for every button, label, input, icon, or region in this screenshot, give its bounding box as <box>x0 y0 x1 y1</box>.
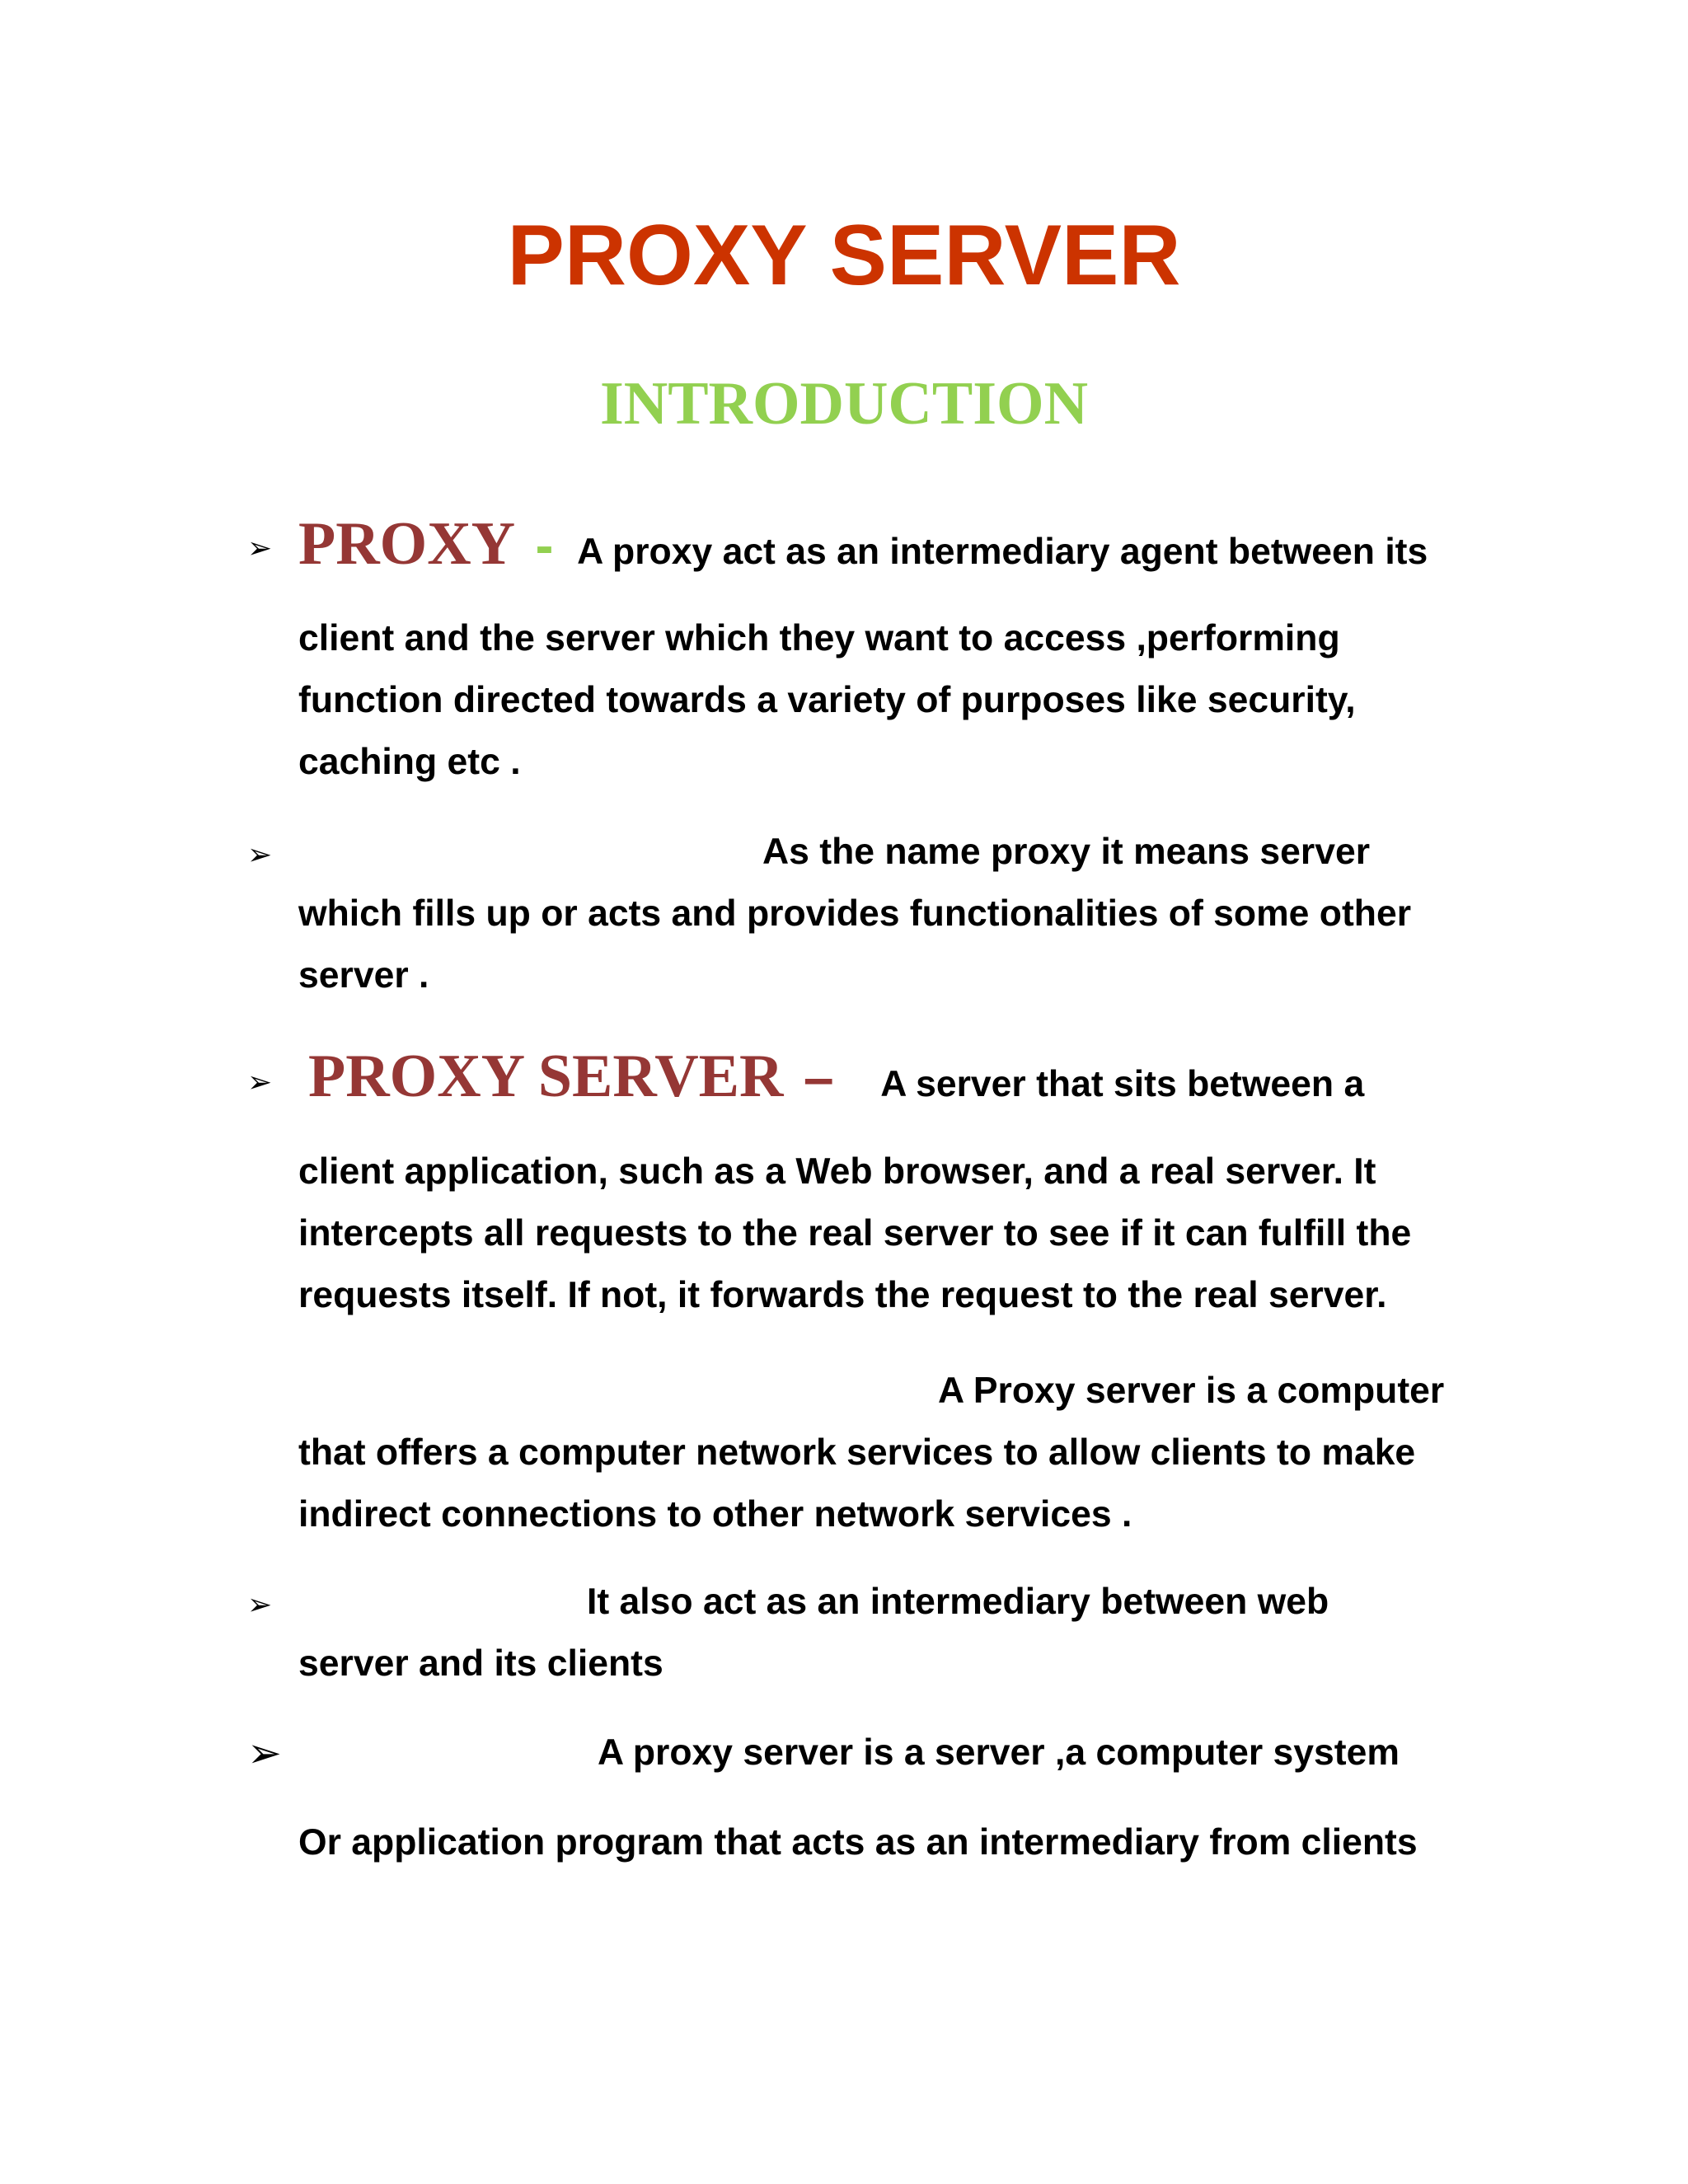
bullet-1-first-line <box>298 503 1428 593</box>
arrowhead-bullet-icon: ➢ <box>247 531 273 565</box>
bullet-text-line: A proxy server is a server ,a computer system <box>598 1732 1400 1773</box>
bullet-text-line: server and its clients <box>298 1643 663 1684</box>
term-separator: – <box>803 1047 834 1108</box>
arrowhead-bullet-icon: ➢ <box>247 1730 282 1776</box>
bullet-text-line: A Proxy server is a computer <box>938 1371 1445 1411</box>
arrowhead-bullet-icon: ➢ <box>247 837 273 871</box>
bullet-text-line: client application, such as a Web browser, and a real server. It <box>298 1151 1376 1192</box>
bullet-3-first-line <box>308 1035 1364 1126</box>
bullet-text-line: server . <box>298 955 429 996</box>
term-proxy-server: PROXY SERVER <box>308 1043 784 1110</box>
bullet-text-line: Or application program that acts as an intermediary from clients <box>298 1822 1418 1863</box>
bullet-text-line: indirect connections to other network services . <box>298 1494 1132 1535</box>
arrowhead-bullet-icon: ➢ <box>247 1587 273 1621</box>
bullet-text-line: client and the server which they want to access ,performing <box>298 618 1340 658</box>
bullet-text-line: As the name proxy it means server <box>762 832 1371 872</box>
bullet-text-line: caching etc . <box>298 742 521 782</box>
bullet-text-line: that offers a computer network services to allow clients to make <box>298 1432 1416 1473</box>
arrowhead-bullet-icon: ➢ <box>247 1065 273 1099</box>
term-separator: - <box>535 514 554 575</box>
page-title: PROXY SERVER <box>507 208 1181 303</box>
bullet-text-line: A server that sits between a <box>880 1064 1365 1104</box>
bullet-text-line: intercepts all requests to the real server to see if it can fulfill the <box>298 1213 1412 1254</box>
bullet-text-line: function directed towards a variety of purposes like security, <box>298 680 1356 720</box>
bullet-text-line: requests itself. If not, it forwards the request to the real server. <box>298 1275 1387 1315</box>
bullet-text-line: A proxy act as an intermediary agent between its <box>577 532 1428 572</box>
section-heading-introduction: INTRODUCTION <box>599 370 1089 438</box>
term-proxy: PROXY <box>298 510 516 578</box>
bullet-text-line: which fills up or acts and provides functionalities of some other <box>298 893 1412 934</box>
bullet-text-line: It also act as an intermediary between web <box>587 1582 1329 1622</box>
